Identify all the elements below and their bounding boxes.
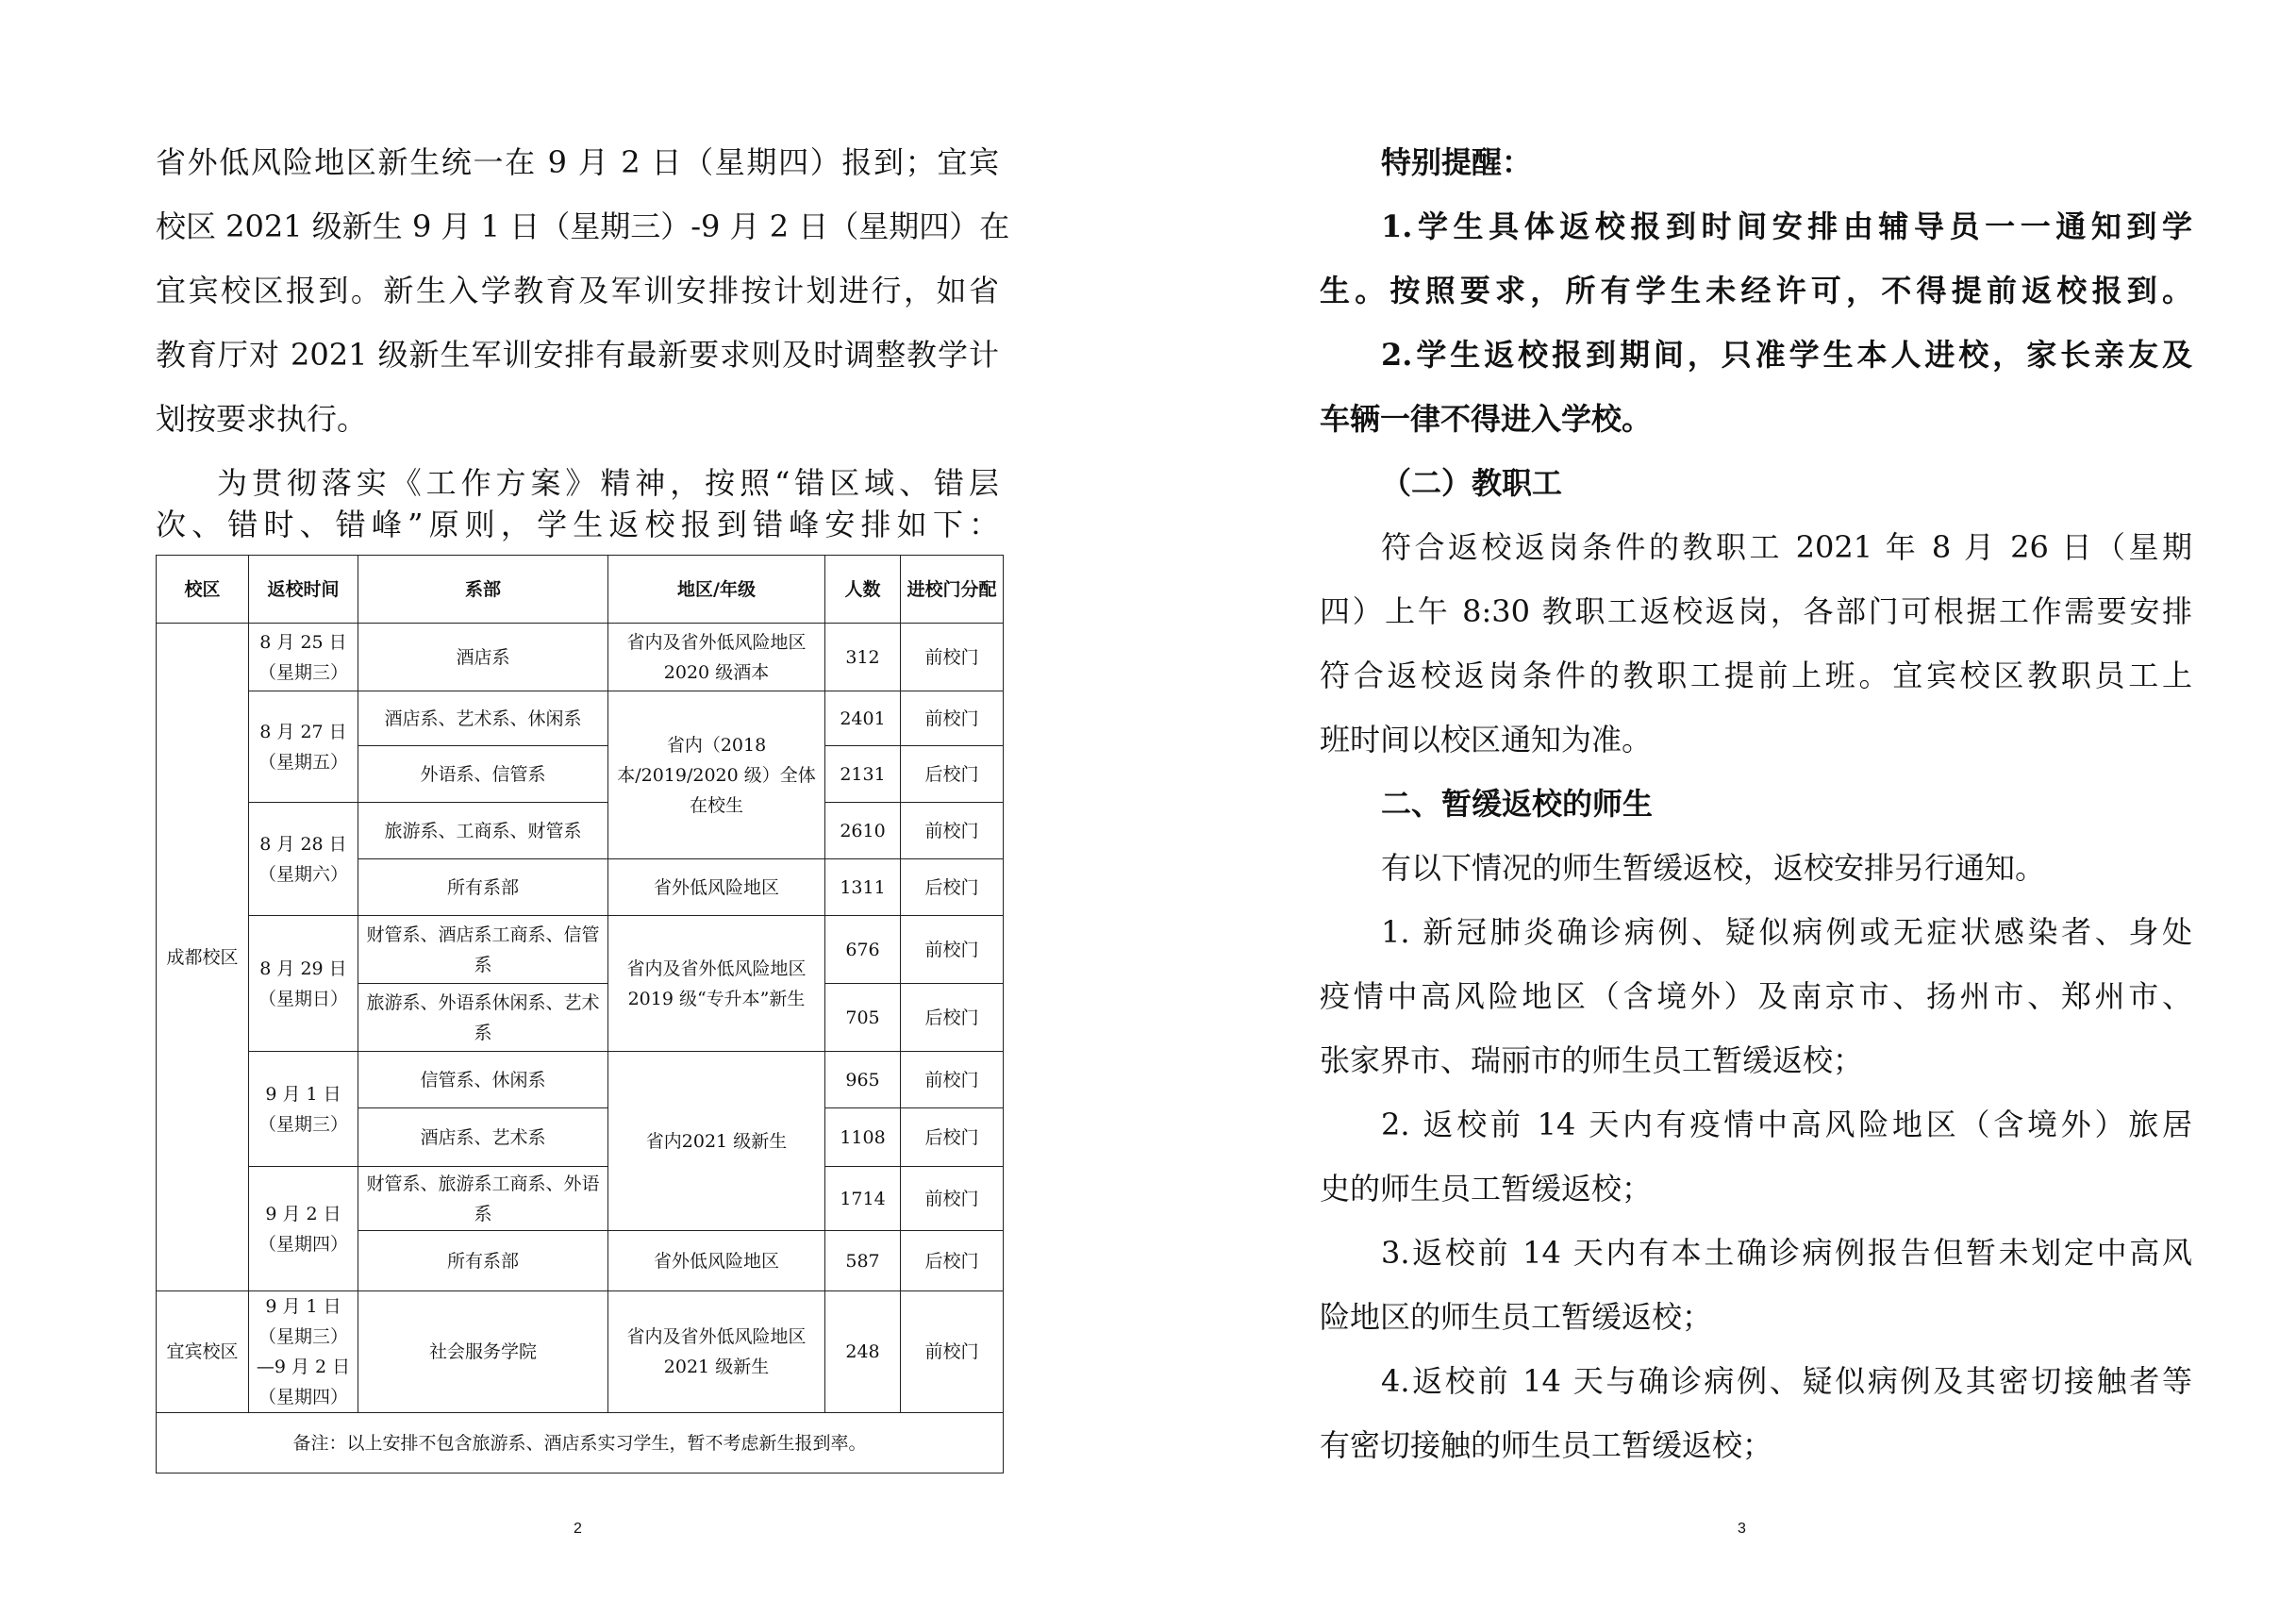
gate-cell: 前校门 <box>901 624 1004 691</box>
header-campus: 校区 <box>157 556 249 624</box>
department-cell: 所有系部 <box>358 859 608 916</box>
table-row <box>157 624 1004 691</box>
count-cell: 587 <box>825 1231 901 1291</box>
table-row <box>157 1167 1004 1231</box>
list-item: 1. 新冠肺炎确诊病例、疑似病例或无症状感染者、身处 <box>1381 914 2192 950</box>
paragraph-line: 四）上午 8:30 教职工返校返岗，各部门可根据工作需要安排 <box>1320 593 2192 629</box>
paragraph-line: 校区 2021 级新生 9 月 1 日（星期三）-9 月 2 日（星期四）在 <box>156 208 1010 244</box>
reminder-line: 车辆一律不得进入学校。 <box>1320 401 1653 437</box>
count-cell: 676 <box>825 916 901 984</box>
count-cell: 2401 <box>825 691 901 746</box>
table-header-row <box>157 556 1004 624</box>
count-cell: 705 <box>825 984 901 1052</box>
department-cell: 旅游系、外语系休闲系、艺术系 <box>358 984 608 1052</box>
gate-cell: 后校门 <box>901 984 1004 1052</box>
page-number: 2 <box>574 1521 582 1537</box>
gate-cell: 后校门 <box>901 1108 1004 1167</box>
table-row <box>157 691 1004 746</box>
region-cell: 省内及省外低风险地区2020 级酒本 <box>608 624 825 691</box>
region-cell: 省内及省外低风险地区2021 级新生 <box>608 1291 825 1413</box>
paragraph-line: 教育厅对 2021 级新生军训安排有最新要求则及时调整教学计 <box>156 337 999 373</box>
gate-cell: 前校门 <box>901 691 1004 746</box>
date-cell: 9 月 1 日（星期三） <box>249 1052 358 1167</box>
table-row <box>157 1052 1004 1108</box>
gate-cell: 前校门 <box>901 916 1004 984</box>
gate-cell: 前校门 <box>901 803 1004 859</box>
department-cell: 酒店系、艺术系、休闲系 <box>358 691 608 746</box>
right-page <box>1148 0 2296 1615</box>
region-cell: 省内及省外低风险地区2019 级“专升本”新生 <box>608 916 825 1052</box>
header-return-time: 返校时间 <box>249 556 358 624</box>
department-cell: 信管系、休闲系 <box>358 1052 608 1108</box>
section-intro: 有以下情况的师生暂缓返校，返校安排另行通知。 <box>1381 850 2046 886</box>
staff-section-title: （二）教职工 <box>1381 465 1563 501</box>
schedule-table <box>156 555 1004 1473</box>
reminder-line: 生。按照要求，所有学生未经许可，不得提前返校报到。 <box>1320 273 2192 308</box>
gate-cell: 后校门 <box>901 1231 1004 1291</box>
page-number: 3 <box>1738 1521 1746 1537</box>
department-cell: 财管系、旅游系工商系、外语系 <box>358 1167 608 1231</box>
department-cell: 酒店系 <box>358 624 608 691</box>
count-cell: 2610 <box>825 803 901 859</box>
list-item: 险地区的师生员工暂缓返校； <box>1320 1299 1713 1335</box>
department-cell: 财管系、酒店系工商系、信管系 <box>358 916 608 984</box>
count-cell: 1311 <box>825 859 901 916</box>
list-item: 张家界市、瑞丽市的师生员工暂缓返校； <box>1320 1042 1864 1078</box>
gate-cell: 后校门 <box>901 859 1004 916</box>
count-cell: 1108 <box>825 1108 901 1167</box>
paragraph-line: 符合返校返岗条件的教职工提前上班。宜宾校区教职员工上 <box>1320 658 2192 693</box>
campus-cell: 宜宾校区 <box>157 1291 249 1413</box>
header-region-grade: 地区/年级 <box>608 556 825 624</box>
table-note: 备注：以上安排不包含旅游系、酒店系实习学生，暂不考虑新生报到率。 <box>157 1413 1004 1473</box>
department-cell: 所有系部 <box>358 1231 608 1291</box>
table-row <box>157 1291 1004 1413</box>
table-row <box>157 916 1004 984</box>
paragraph-line: 为贯彻落实《工作方案》精神，按照“错区域、错层 <box>217 465 999 501</box>
department-cell: 社会服务学院 <box>358 1291 608 1413</box>
campus-cell: 成都校区 <box>157 624 249 1291</box>
region-cell: 省外低风险地区 <box>608 1231 825 1291</box>
gate-cell: 前校门 <box>901 1291 1004 1413</box>
paragraph-line: 符合返校返岗条件的教职工 2021 年 8 月 26 日（星期 <box>1381 529 2192 565</box>
list-item: 疫情中高风险地区（含境外）及南京市、扬州市、郑州市、 <box>1320 978 2192 1014</box>
region-cell: 省内（2018 本/2019/2020 级）全体在校生 <box>608 691 825 859</box>
paragraph-line: 省外低风险地区新生统一在 9 月 2 日（星期四）报到；宜宾 <box>156 144 999 180</box>
count-cell: 248 <box>825 1291 901 1413</box>
header-department: 系部 <box>358 556 608 624</box>
header-count: 人数 <box>825 556 901 624</box>
paragraph-line: 划按要求执行。 <box>156 401 368 437</box>
count-cell: 1714 <box>825 1167 901 1231</box>
department-cell: 酒店系、艺术系 <box>358 1108 608 1167</box>
gate-cell: 前校门 <box>901 1167 1004 1231</box>
date-cell: 9 月 2 日（星期四） <box>249 1167 358 1291</box>
paragraph-line: 宜宾校区报到。新生入学教育及军训安排按计划进行，如省 <box>156 273 999 308</box>
gate-cell: 后校门 <box>901 746 1004 803</box>
table-row <box>157 803 1004 859</box>
gate-cell: 前校门 <box>901 1052 1004 1108</box>
date-cell: 8 月 25 日（星期三） <box>249 624 358 691</box>
count-cell: 965 <box>825 1052 901 1108</box>
count-cell: 312 <box>825 624 901 691</box>
reminder-line: 2.学生返校报到期间，只准学生本人进校，家长亲友及 <box>1381 337 2192 373</box>
list-item: 3.返校前 14 天内有本土确诊病例报告但暂未划定中高风 <box>1381 1235 2192 1271</box>
list-item: 史的师生员工暂缓返校； <box>1320 1171 1653 1207</box>
region-cell: 省内2021 级新生 <box>608 1052 825 1231</box>
date-cell: 8 月 28 日（星期六） <box>249 803 358 916</box>
paragraph-line: 次、错时、错峰”原则，学生返校报到错峰安排如下： <box>156 507 999 542</box>
reminder-line: 1.学生具体返校报到时间安排由辅导员一一通知到学 <box>1381 208 2192 244</box>
date-cell: 9 月 1 日（星期三）—9 月 2 日（星期四） <box>249 1291 358 1413</box>
list-item: 4.返校前 14 天与确诊病例、疑似病例及其密切接触者等 <box>1381 1363 2192 1399</box>
count-cell: 2131 <box>825 746 901 803</box>
date-cell: 8 月 29 日（星期日） <box>249 916 358 1052</box>
paragraph-line: 班时间以校区通知为准。 <box>1320 722 1653 758</box>
header-gate: 进校门分配 <box>901 556 1004 624</box>
department-cell: 外语系、信管系 <box>358 746 608 803</box>
section-title: 二、暂缓返校的师生 <box>1381 786 1654 822</box>
region-cell: 省外低风险地区 <box>608 859 825 916</box>
list-item: 有密切接触的师生员工暂缓返校； <box>1320 1427 1773 1463</box>
date-cell: 8 月 27 日（星期五） <box>249 691 358 803</box>
table-note-row <box>157 1413 1004 1473</box>
list-item: 2. 返校前 14 天内有疫情中高风险地区（含境外）旅居 <box>1381 1107 2192 1142</box>
department-cell: 旅游系、工商系、财管系 <box>358 803 608 859</box>
reminder-title: 特别提醒： <box>1381 144 1533 180</box>
